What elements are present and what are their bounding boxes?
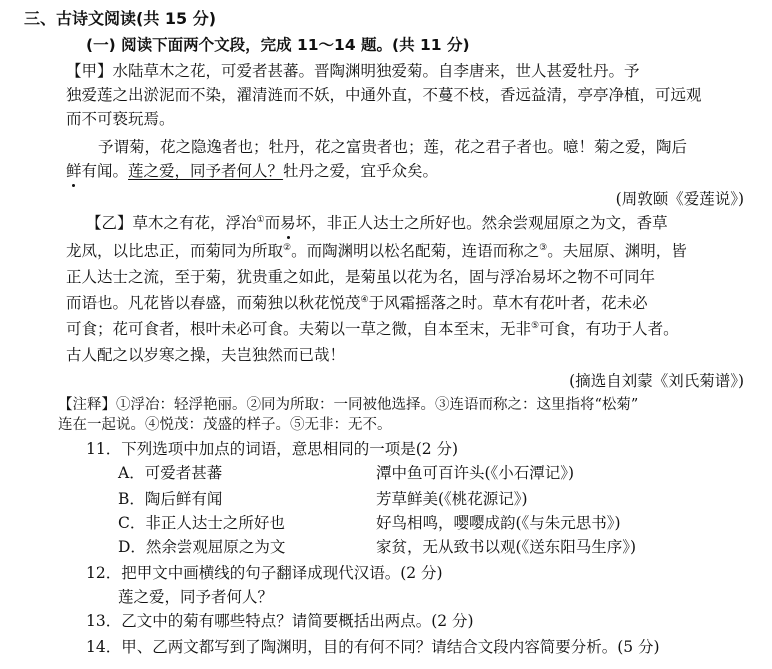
jia-line-2: 独爱莲之出淤泥而不染，濯清涟而不妖，中通外直，不蔓不枝，香远益清，亭亭净植，可远观 [66, 86, 702, 104]
note-line-1: 【注释】①浮冶：轻浮艳丽。②同为所取：一同被他选择。③连语而称之：这里指将“松菊” [58, 397, 639, 413]
q11-option-a-ref: 潭中鱼可百许头(《小石潭记》) [376, 464, 575, 482]
q11-stem: 11．下列选项中加点的词语，意思相同的一项是(2 分) [86, 440, 459, 458]
yi-text: 可食；花可食者，根叶未必可食。夫菊以一草之微，自本至末，无非 [66, 320, 532, 338]
yi-line-4 [66, 292, 648, 314]
yi-text: 龙凤，以比忠正，而菊同为所取 [66, 242, 284, 260]
note-line-2: 连在一起说。④悦茂：茂盛的样子。⑤无非：无不。 [58, 417, 392, 433]
section-subtitle: (一) 阅读下面两个文段，完成 11～14 题。(共 11 分) [86, 36, 470, 54]
q11-option-b: B．陶后鲜有闻 [118, 490, 223, 508]
emphasis-dot [287, 236, 290, 239]
q11-option-c-ref: 好鸟相鸣，嘤嘤成韵(《与朱元思书》) [376, 514, 621, 532]
q14-stem: 14．甲、乙两文都写到了陶渊明，目的有何不同？请结合文段内容简要分析。(5 分) [86, 638, 660, 656]
jia-line-5 [66, 160, 438, 182]
yi-text: 于风霜摇落之时。草木有花叶者，花未必 [368, 294, 648, 312]
footnote-mark: ② [283, 242, 292, 253]
jia-line-3: 而不可亵玩焉。 [66, 110, 175, 128]
yi-source: (摘选自刘蒙《刘氏菊谱》) [569, 372, 744, 390]
q11-option-d: D．然余尝观屈原之为文 [118, 538, 286, 556]
yi-text: 。夫屈原、渊明，皆 [547, 242, 687, 260]
q12-sentence: 莲之爱，同予者何人？ [118, 588, 274, 606]
jia-source: (周敦颐《爱莲说》) [615, 190, 744, 208]
yi-text: 而语也。凡花皆以春盛，而菊独以秋花悦茂 [66, 294, 361, 312]
yi-line-5 [66, 318, 679, 340]
footnote-mark: ④ [360, 294, 369, 305]
q11-option-a: A．可爱者甚蕃 [118, 464, 223, 482]
section-title: 三、古诗文阅读(共 15 分) [24, 9, 217, 28]
q13-stem: 13．乙文中的菊有哪些特点？请简要概括出两点。(2 分) [86, 612, 474, 630]
footnote-mark: ① [256, 214, 265, 225]
q12-stem: 12．把甲文中画横线的句子翻译成现代汉语。(2 分) [86, 564, 443, 582]
footnote-mark: ⑤ [531, 320, 540, 331]
yi-text: 而易坏，非正人达士之所好也。然余尝观屈原之为文，香草 [264, 214, 668, 232]
yi-text: 【乙】草木之有花，浮冶 [86, 214, 257, 232]
yi-line-6: 古人配之以岁寒之操，夫岂独然而已哉！ [66, 346, 346, 364]
footnote-mark: ③ [539, 242, 548, 253]
emphasis-dot [72, 184, 75, 187]
jia-line-1: 【甲】水陆草木之花，可爱者甚蕃。晋陶渊明独爱菊。自李唐来，世人甚爱牡丹。予 [66, 62, 640, 80]
underlined-sentence: 莲之爱，同予者何人？ [128, 162, 284, 180]
yi-text: 可食，有功于人者。 [539, 320, 679, 338]
yi-text: 。而陶渊明以松名配菊，连语而称之 [291, 242, 540, 260]
jia-text: 牡丹之爱，宜乎众矣。 [283, 162, 439, 180]
jia-line-4: 予谓菊，花之隐逸者也；牡丹，花之富贵者也；莲，花之君子者也。噫！菊之爱，陶后 [98, 138, 688, 156]
q11-option-b-ref: 芳草鲜美(《桃花源记》) [376, 490, 528, 508]
yi-line-3: 正人达士之流，至于菊，犹贵重之如此，是菊虽以花为名，固与浮冶易坏之物不可同年 [66, 268, 656, 286]
jia-text: 鲜有闻。 [66, 162, 129, 180]
yi-line-1 [86, 212, 668, 234]
q11-option-c: C．非正人达士之所好也 [118, 514, 285, 532]
yi-line-2 [66, 240, 687, 262]
q11-option-d-ref: 家贫，无从致书以观(《送东阳马生序》) [376, 538, 637, 556]
